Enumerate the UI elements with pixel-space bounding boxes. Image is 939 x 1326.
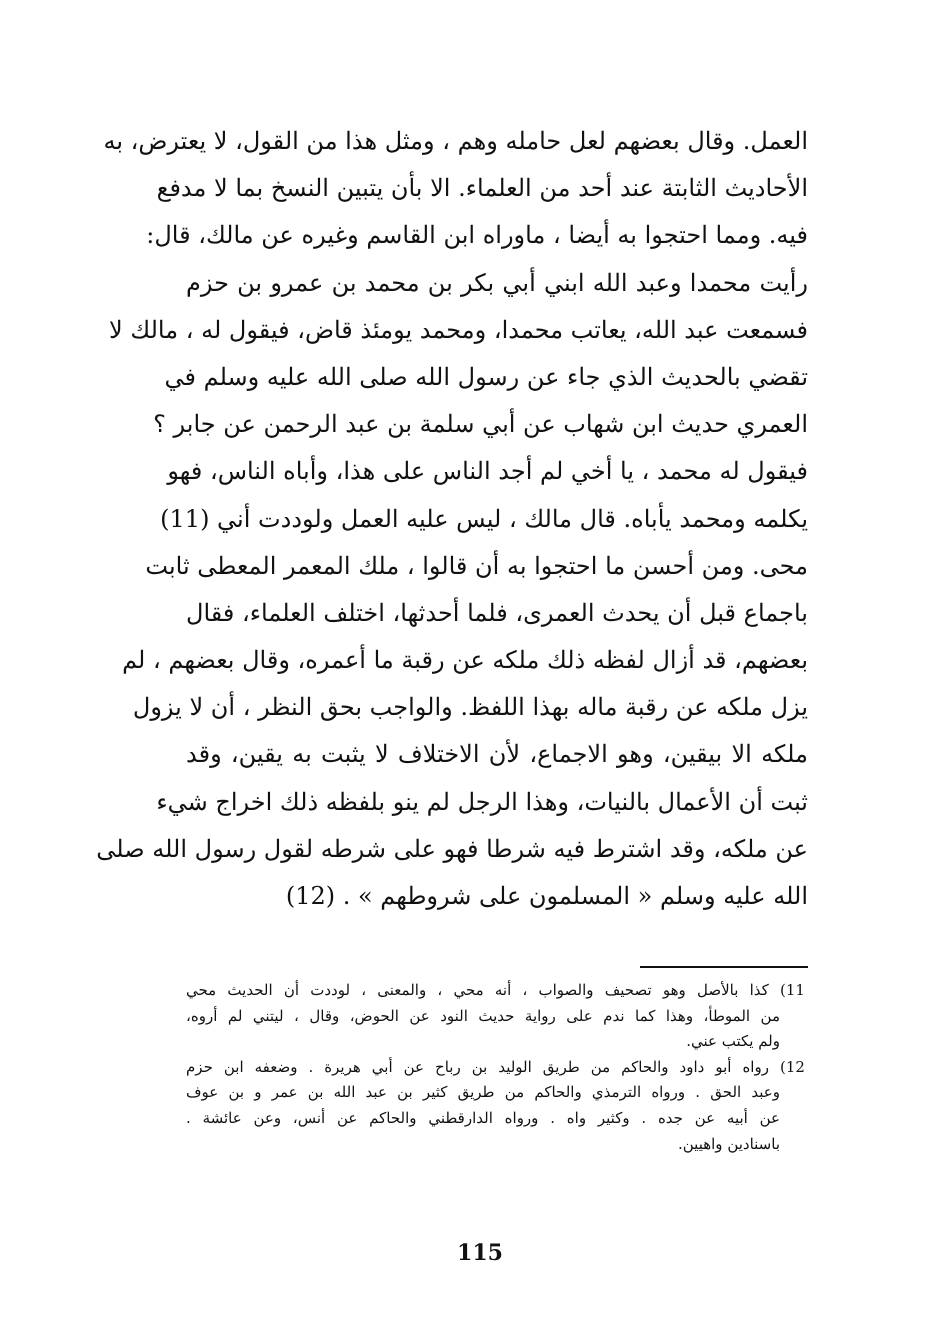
text-line: فيه. ومما احتجوا به أيضا ، ماوراه ابن القاسم وغيره عن مالك، قال: <box>146 221 808 250</box>
text-line: تقضي بالحديث الذي جاء عن رسول الله صلى الله عليه وسلم في <box>164 362 808 391</box>
footnote-line: ولم يكتب عني. <box>686 1032 780 1051</box>
text-line: العمري حديث ابن شهاب عن أبي سلمة بن عبد الرحمن عن جابر ؟ <box>153 410 808 439</box>
text-line: يكلمه ومحمد يأباه. قال مالك ، ليس عليه العمل ولوددت أني (11) <box>160 504 808 533</box>
text-line: فسمعت عبد الله، يعاتب محمدا، ومحمد يومئذ قاض، فيقول له ، مالك لا <box>109 315 808 344</box>
footnotes-block <box>186 978 808 1157</box>
text-line: العمل. وقال بعضهم لعل حامله وهم ، ومثل هذا من القول، لا يعترض، به <box>103 127 808 155</box>
text-line: فيقول له محمد ، يا أخي لم أجد الناس على هذا، وأباه الناس، فهو <box>167 457 808 486</box>
text-line: رأيت محمدا وعبد الله ابني أبي بكر بن محمد بن عمرو بن حزم <box>186 268 808 297</box>
footnote-line: وعبد الحق . ورواه الترمذي والحاكم من طريق كثير بن عبد الله بن عمر و بن عوف <box>186 1083 780 1102</box>
text-line: ملكه الا بيقين، وهو الاجماع، لأن الاختلاف لا يثبت به يقين، وقد <box>186 740 808 769</box>
footnote-11 <box>186 978 808 1055</box>
footnote-line: من الموطأ، وهذا كما ندم على رواية حديث النود عن الحوض، وقال ، ليتني لم أروه، <box>186 1006 780 1025</box>
footnote-line <box>186 978 808 1004</box>
text-line: ثبت أن الأعمال بالنيات، وهذا الرجل لم ينو بلفظه ذلك اخراج شيء <box>156 787 808 816</box>
text-line: عن ملكه، وقد اشترط فيه شرطا فهو على شرطه لقول رسول الله صلى <box>96 834 808 863</box>
footnote-line: عن أبيه عن جده . وكثير واه . ورواه الدارقطني والحاكم عن أنس، وعن عائشة . <box>186 1108 780 1127</box>
footnote-text: كذا بالأصل وهو تصحيف والصواب ، أنه محي ، والمعنى ، لوددت أن الحديث محي <box>186 981 769 999</box>
text-line: باجماع قبل أن يحدث العمرى، فلما أحدثها، اختلف العلماء، فقال <box>186 598 808 627</box>
footnote-divider <box>640 966 808 968</box>
footnote-number: (12 <box>779 1057 805 1076</box>
footnote-number: (11 <box>780 981 805 999</box>
footnote-12 <box>186 1055 808 1157</box>
footnote-text: رواه أبو داود والحاكم من طريق الوليد بن رباح عن أبي هريرة . وضعفه ابن حزم <box>186 1057 769 1076</box>
text-line: بعضهم، قد أزال لفظه ذلك ملكه عن رقبة ما أعمره، وقال بعضهم ، لم <box>122 646 808 675</box>
footnote-line: باسنادين واهيين. <box>677 1134 780 1153</box>
text-line: الأحاديث الثابتة عند أحد من العلماء. الا بأن يتبين النسخ بما لا مدفع <box>156 174 808 203</box>
text-line: يزل ملكه عن رقبة ماله بهذا اللفظ. والواجب بحق النظر ، أن لا يزول <box>132 693 808 722</box>
page-number: 115 <box>457 1240 503 1266</box>
text-line: محى. ومن أحسن ما احتجوا به أن قالوا ، ملك المعمر المعطى ثابت <box>145 551 808 580</box>
text-line: الله عليه وسلم « المسلمون على شروطهم » . (12) <box>285 882 808 910</box>
footnote-line <box>186 1055 808 1081</box>
main-text-block <box>96 118 808 920</box>
